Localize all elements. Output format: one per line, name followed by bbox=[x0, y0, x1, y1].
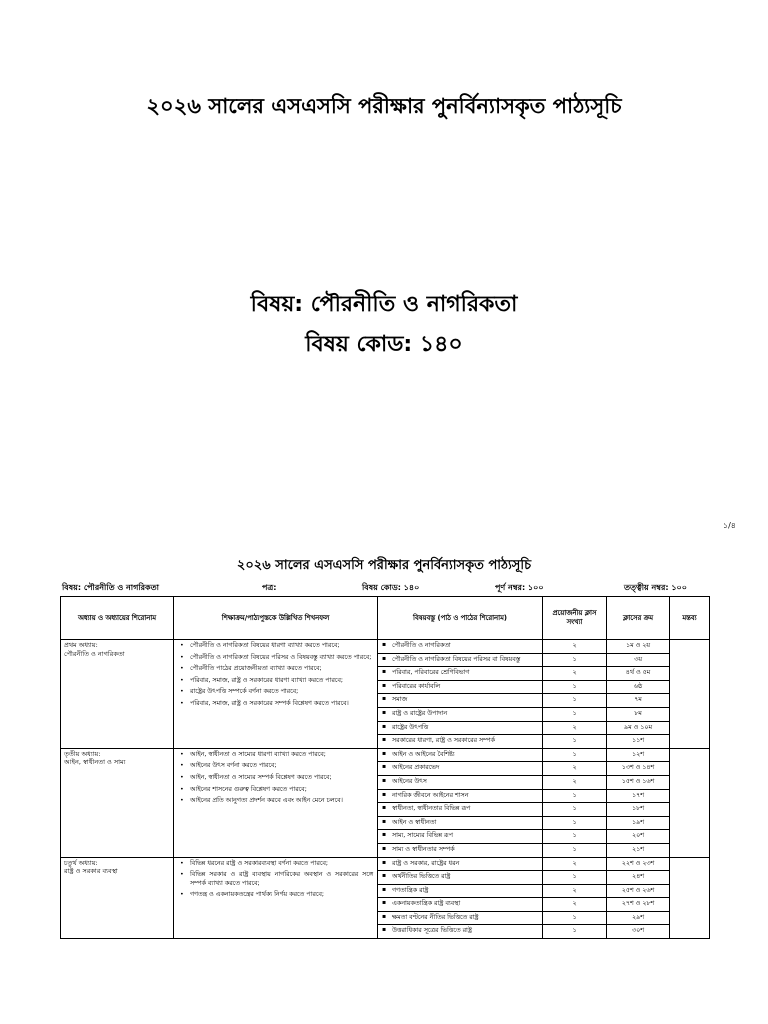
meta-theory-marks: তত্ত্বীয় নম্বর: ১০০ bbox=[624, 583, 687, 592]
outcomes-cell bbox=[174, 748, 378, 857]
chapter-cell bbox=[61, 857, 174, 939]
class-count-cell: ২ bbox=[543, 640, 607, 654]
class-count-cell: ১ bbox=[543, 789, 607, 803]
chapter-number: তৃতীয় অধ্যায়: bbox=[64, 749, 101, 758]
class-order-cell: ৪র্থ ও ৫ম bbox=[607, 667, 670, 681]
class-count-cell: ২ bbox=[543, 884, 607, 898]
learning-outcome: • বিভিন্ন সরকার ও রাষ্ট্র ব্যবস্থায় নাগরিকের অবস্থান ও সরকারের সঙ্গে সম্পর্ক ব্যাখ্যা করতে পারবে; bbox=[178, 871, 373, 888]
learning-outcome: • গণতন্ত্র ও একনায়কতন্ত্রের পার্থক্য নির্ণয় করতে পারবে; bbox=[178, 891, 373, 900]
remarks-cell bbox=[670, 640, 710, 749]
content-cell: ▪ নাগরিক জীবনে আইনের শাসন bbox=[378, 789, 543, 803]
class-order-cell: ১৮শ bbox=[607, 803, 670, 817]
class-count-cell: ১ bbox=[543, 925, 607, 939]
table-row bbox=[61, 640, 710, 654]
learning-outcome: • পৌরনীতি ও নাগরিকতা বিষয়ের ধারণা ব্যাখ্যা করতে পারবে; bbox=[178, 642, 373, 651]
content-cell: ▪ পৌরনীতি ও নাগরিকতা বিষয়ের পরিসর বা বিষয়বস্তু bbox=[378, 653, 543, 667]
content-cell: ▪ পরিবারের কার্যাবলি bbox=[378, 680, 543, 694]
content-cell: ▪ আইন ও স্বাধীনতা bbox=[378, 816, 543, 830]
class-count-cell: ১ bbox=[543, 816, 607, 830]
content-cell: ▪ উত্তরাধিকার সূত্রের ভিত্তিতে রাষ্ট্র bbox=[378, 925, 543, 939]
chapter-title: পৌরনীতি ও নাগরিকতা bbox=[64, 649, 125, 658]
class-order-cell: ৩য় bbox=[607, 653, 670, 667]
class-order-cell: ২১শ bbox=[607, 843, 670, 857]
learning-outcome: • বিভিন্ন ধরনের রাষ্ট্র ও সরকারব্যবস্থা বর্ণনা করতে পারবে; bbox=[178, 860, 373, 869]
meta-paper: পত্র: bbox=[262, 583, 277, 592]
subject-name: বিষয়: পৌরনীতি ও নাগরিকতা bbox=[250, 292, 518, 317]
learning-outcome: • পৌরনীতি ও নাগরিকতা বিষয়ের পরিসর ও বিষয়বস্তু ব্যাখ্যা করতে পারবে; bbox=[178, 654, 373, 663]
meta-code: বিষয় কোড: ১৪০ bbox=[362, 583, 420, 592]
content-cell: ▪ পরিবার, পরিবারের শ্রেণিবিভাগ bbox=[378, 667, 543, 681]
syllabus-title: ২০২৬ সালের এসএসসি পরীক্ষার পুনর্বিন্যাসকৃত পাঠ্যসূচি bbox=[236, 558, 532, 573]
outcomes-cell bbox=[174, 857, 378, 939]
chapter-cell bbox=[61, 640, 174, 749]
class-count-cell: ১ bbox=[543, 707, 607, 721]
content-cell: ▪ সাম্য, সাম্যের বিভিন্ন রূপ bbox=[378, 830, 543, 844]
class-order-cell: ২৫শ ও ২৬শ bbox=[607, 884, 670, 898]
content-cell: ▪ একনায়কতান্ত্রিক রাষ্ট্র ব্যবস্থা bbox=[378, 898, 543, 912]
learning-outcome: • পরিবার, সমাজ, রাষ্ট্র ও সরকারের ধারণা ব্যাখ্যা করতে পারবে; bbox=[178, 677, 373, 686]
content-cell: ▪ সমাজ bbox=[378, 694, 543, 708]
subject-block bbox=[0, 285, 768, 365]
learning-outcome: • আইন, স্বাধীনতা ও সাম্যের ধারণা ব্যাখ্যা করতে পারবে; bbox=[178, 751, 373, 760]
content-cell: ▪ সরকারের ধারণা, রাষ্ট্র ও সরকারের সম্পর্ক bbox=[378, 735, 543, 749]
class-order-cell: ১৯শ bbox=[607, 816, 670, 830]
content-cell: ▪ সাম্য ও স্বাধীনতার সম্পর্ক bbox=[378, 843, 543, 857]
class-count-cell: ১ bbox=[543, 871, 607, 885]
class-order-cell: ১ম ও ২য় bbox=[607, 640, 670, 654]
class-order-cell: ২৪শ bbox=[607, 871, 670, 885]
class-count-cell: ১ bbox=[543, 911, 607, 925]
class-order-cell: ১৫শ ও ১৬শ bbox=[607, 775, 670, 789]
class-order-cell: ২৭শ ও ২৮শ bbox=[607, 898, 670, 912]
header-chapter: অধ্যায় ও অধ্যায়ের শিরোনাম bbox=[61, 597, 174, 640]
class-order-cell: ১১শ bbox=[607, 735, 670, 749]
content-cell: ▪ গণতান্ত্রিক রাষ্ট্র bbox=[378, 884, 543, 898]
header-outcomes: শিক্ষাক্রম/পাঠ্যপুস্তকে উল্লিখিত শিখনফল bbox=[174, 597, 378, 640]
content-cell: ▪ আইনের প্রকারভেদ bbox=[378, 762, 543, 776]
table-header-row bbox=[61, 597, 710, 640]
class-order-cell: ৮ম bbox=[607, 707, 670, 721]
learning-outcome: • পরিবার, সমাজ, রাষ্ট্র ও সরকারের সম্পর্ক বিশ্লেষণ করতে পারবে। bbox=[178, 700, 373, 709]
class-order-cell: ১৭শ bbox=[607, 789, 670, 803]
content-cell: ▪ রাষ্ট্রের উৎপত্তি bbox=[378, 721, 543, 735]
class-order-cell: ২৯শ bbox=[607, 911, 670, 925]
syllabus-table bbox=[60, 596, 710, 939]
class-count-cell: ১ bbox=[543, 843, 607, 857]
header-order: ক্লাসের ক্রম bbox=[607, 597, 670, 640]
syllabus-meta bbox=[62, 582, 714, 596]
class-count-cell: ১ bbox=[543, 830, 607, 844]
chapter-number: প্রথম অধ্যায়: bbox=[64, 641, 98, 649]
page-number: ১/৪ bbox=[722, 521, 736, 530]
class-order-cell: ২২শ ও ২৩শ bbox=[607, 857, 670, 871]
learning-outcome: • আইনের প্রতি আনুগত্য প্রদর্শন করবে এবং আইন মেনে চলবে। bbox=[178, 797, 373, 806]
learning-outcome: • আইন, স্বাধীনতা ও সাম্যের সম্পর্ক বিশ্লেষণ করতে পারবে; bbox=[178, 774, 373, 783]
chapter-cell bbox=[61, 748, 174, 857]
remarks-cell bbox=[670, 748, 710, 857]
class-count-cell: ২ bbox=[543, 762, 607, 776]
content-cell: ▪ স্বাধীনতা, স্বাধীনতার বিভিন্ন রূপ bbox=[378, 803, 543, 817]
learning-outcome: • আইনের শাসনের গুরুত্ব বিশ্লেষণ করতে পারবে; bbox=[178, 786, 373, 795]
header-classes: প্রয়োজনীয় ক্লাস সংখ্যা bbox=[543, 597, 607, 640]
learning-outcome: • রাষ্ট্রের উৎপত্তি সম্পর্কে বর্ণনা করতে পারবে; bbox=[178, 688, 373, 697]
chapter-number: চতুর্থ অধ্যায়: bbox=[64, 858, 98, 867]
class-count-cell: ১ bbox=[543, 748, 607, 762]
class-order-cell: ১২শ bbox=[607, 748, 670, 762]
class-count-cell: ১ bbox=[543, 735, 607, 749]
remarks-cell bbox=[670, 857, 710, 939]
outcomes-cell bbox=[174, 640, 378, 749]
class-order-cell: ৯ম ও ১০ম bbox=[607, 721, 670, 735]
meta-subject: বিষয়: পৌরনীতি ও নাগরিকতা bbox=[62, 583, 159, 592]
chapter-title: রাষ্ট্র ও সরকার ব্যবস্থা bbox=[64, 867, 118, 876]
content-cell: ▪ অর্থনীতির ভিত্তিতে রাষ্ট্র bbox=[378, 871, 543, 885]
class-count-cell: ২ bbox=[543, 898, 607, 912]
class-order-cell: ১৩শ ও ১৪শ bbox=[607, 762, 670, 776]
content-cell: ▪ পৌরনীতি ও নাগরিকতা bbox=[378, 640, 543, 654]
chapter-title: আইন, স্বাধীনতা ও সাম্য bbox=[64, 758, 126, 767]
content-cell: ▪ আইন ও আইনের বৈশিষ্ট্য bbox=[378, 748, 543, 762]
content-cell: ▪ রাষ্ট্র ও সরকার, রাষ্ট্রের ধরন bbox=[378, 857, 543, 871]
cover-title: ২০২৬ সালের এসএসসি পরীক্ষার পুনর্বিন্যাসকৃত পাঠ্যসূচি bbox=[146, 94, 622, 118]
class-count-cell: ২ bbox=[543, 721, 607, 735]
class-count-cell: ১ bbox=[543, 680, 607, 694]
class-count-cell: ২ bbox=[543, 857, 607, 871]
table-row bbox=[61, 857, 710, 871]
class-count-cell: ১ bbox=[543, 694, 607, 708]
meta-full-marks: পূর্ণ নম্বর: ১০০ bbox=[495, 583, 544, 592]
class-order-cell: ৭ম bbox=[607, 694, 670, 708]
class-order-cell: ৩০শ bbox=[607, 925, 670, 939]
content-cell: ▪ আইনের উৎস bbox=[378, 775, 543, 789]
learning-outcome: • আইনের উৎস বর্ণনা করতে পারবে; bbox=[178, 762, 373, 771]
subject-code: বিষয় কোড: ১৪০ bbox=[305, 332, 463, 357]
table-row bbox=[61, 748, 710, 762]
content-cell: ▪ রাষ্ট্র ও রাষ্ট্রের উপাদান bbox=[378, 707, 543, 721]
class-count-cell: ২ bbox=[543, 667, 607, 681]
learning-outcome: • পৌরনীতি পাঠের প্রয়োজনীয়তা ব্যাখ্যা করতে পারবে; bbox=[178, 665, 373, 674]
class-order-cell: ২০শ bbox=[607, 830, 670, 844]
content-cell: ▪ ক্ষমতা বণ্টনের নীতির ভিত্তিতে রাষ্ট্র bbox=[378, 911, 543, 925]
header-remarks: মন্তব্য bbox=[670, 597, 710, 640]
class-count-cell: ২ bbox=[543, 775, 607, 789]
class-order-cell: ৬ষ্ঠ bbox=[607, 680, 670, 694]
header-content: বিষয়বস্তু (পাঠ ও পাঠের শিরোনাম) bbox=[378, 597, 543, 640]
class-count-cell: ১ bbox=[543, 653, 607, 667]
class-count-cell: ১ bbox=[543, 803, 607, 817]
